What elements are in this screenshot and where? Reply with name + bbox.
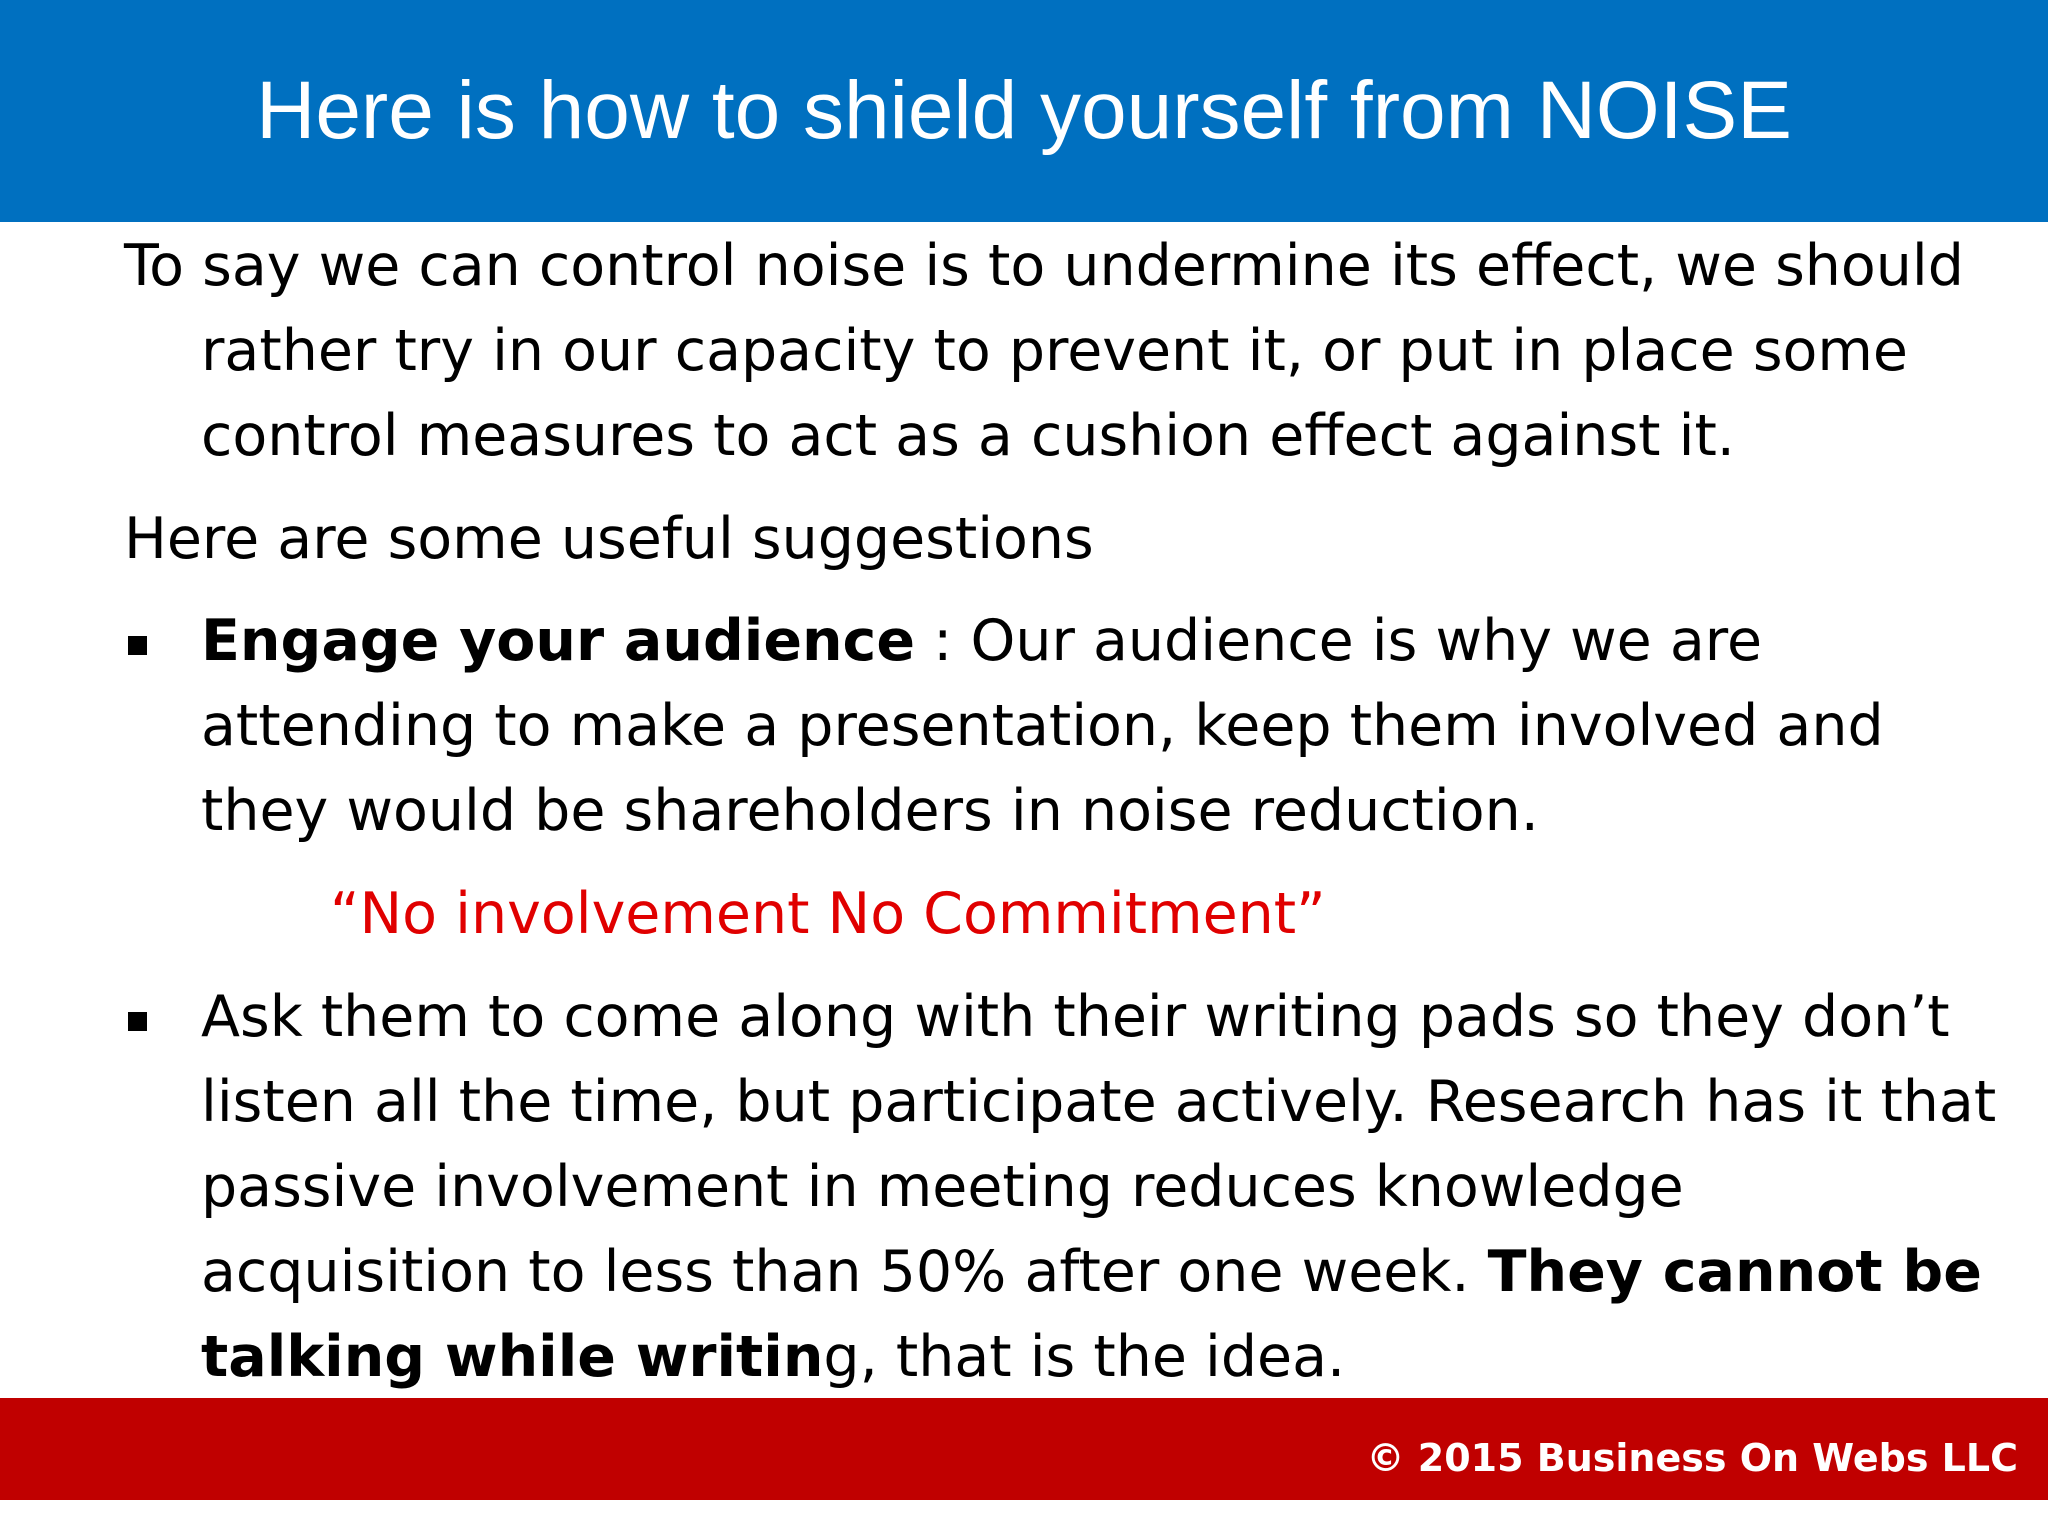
quote-text: “No involvement No Commitment”	[330, 881, 1326, 947]
slide-title: Here is how to shield yourself from NOISE	[256, 65, 1792, 156]
square-bullet-icon	[128, 1012, 147, 1031]
bullet-text	[201, 599, 2001, 854]
suggestions-heading: Here are some useful suggestions	[124, 506, 1094, 572]
bullet-text	[201, 975, 2001, 1400]
bullet-bold-tail: They cannot be talking while writin	[201, 1239, 1982, 1390]
bottom-strip	[0, 1500, 2048, 1536]
bullet-tail: g, that is the idea.	[823, 1324, 1346, 1390]
bullet-body: Ask them to come along with their writing pads so they don’t listen all the time, but participate actively. Research has it that passive involvement in meeting reduces knowledge acquisition to less than 50% after one week.	[201, 984, 1997, 1305]
copyright-text: © 2015 Business On Webs LLC	[1366, 1436, 2018, 1480]
bullet-bold-lead: Engage your audience	[201, 608, 916, 674]
intro-paragraph: To say we can control noise is to undermine its effect, we should rather try in our capacity to prevent it, or put in place some control measures to act as a cushion effect against it.	[124, 233, 1964, 469]
square-bullet-icon	[128, 636, 147, 655]
bullet-body: : Our audience is why we are attending to make a presentation, keep them involved and they would be shareholders in noise reduction.	[201, 608, 1884, 844]
